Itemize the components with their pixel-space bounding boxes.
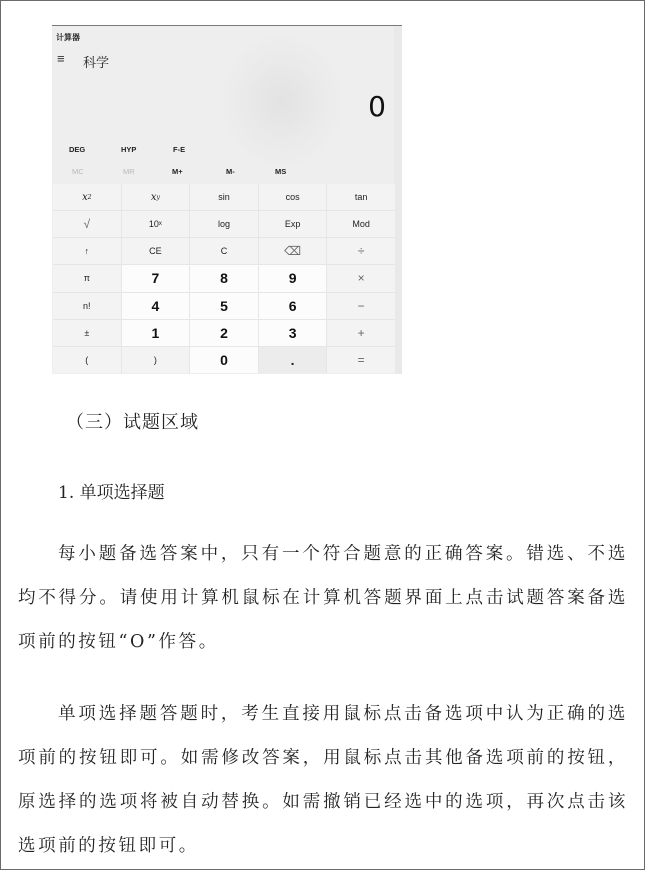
mr-button[interactable]: MR	[123, 167, 135, 176]
multiply-button[interactable]: ×	[327, 265, 395, 291]
log-button[interactable]: log	[190, 211, 258, 237]
digit-4-button[interactable]: 4	[122, 293, 190, 319]
m-plus-button[interactable]: M+	[172, 167, 183, 176]
clear-button[interactable]: C	[190, 238, 258, 264]
ten-power-x-button[interactable]: 10 x	[122, 211, 190, 237]
calculator-screenshot	[52, 25, 402, 374]
digit-1-button[interactable]: 1	[122, 320, 190, 346]
fe-button[interactable]: F-E	[173, 145, 186, 154]
m-minus-button[interactable]: M-	[226, 167, 235, 176]
exp-button[interactable]: Exp	[259, 211, 327, 237]
section-title: （三）试题区域	[66, 412, 199, 433]
pi-button[interactable]: π	[53, 265, 121, 291]
shift-up-arrow-button[interactable]: ↑	[53, 238, 121, 264]
minus-button[interactable]: −	[327, 293, 395, 319]
digit-2-button[interactable]: 2	[190, 320, 258, 346]
open-paren-button[interactable]: (	[53, 347, 121, 373]
digit-5-button[interactable]: 5	[190, 293, 258, 319]
digit-6-button[interactable]: 6	[259, 293, 327, 319]
digit-9-button[interactable]: 9	[259, 265, 327, 291]
deg-button[interactable]: DEG	[69, 145, 86, 154]
cos-button[interactable]: cos	[259, 184, 327, 210]
negate-button[interactable]: ±	[53, 320, 121, 346]
digit-7-button[interactable]: 7	[122, 265, 190, 291]
factorial-button[interactable]: n!	[53, 293, 121, 319]
x-power-y-button[interactable]: x y	[122, 184, 190, 210]
digit-3-button[interactable]: 3	[259, 320, 327, 346]
calculator-display: 0	[368, 90, 386, 123]
close-paren-button[interactable]: )	[122, 347, 190, 373]
square-root-button[interactable]: √	[53, 211, 121, 237]
backspace-icon[interactable]: ⌫	[259, 238, 327, 264]
window-edge	[394, 26, 402, 374]
paragraph-instructions: 每小题备选答案中，只有一个符合题意的正确答案。错选、不选均不得分。请使用计算机鼠标在计算机答题界面上点击试题答案备选项前的按钮“O”作答。	[18, 544, 628, 652]
paragraph-answering-method: 单项选择题答题时，考生直接用鼠标点击备选项中认为正确的选项前的按钮即可。如需修改答案，用鼠标点击其他备选项前的按钮，原选择的选项将被自动替换。如需撤销已经选中的选项，再次点击该选项前的按钮即可。	[18, 704, 628, 856]
hamburger-menu-icon[interactable]: ≡	[57, 51, 65, 66]
mode-title: 科学	[83, 55, 110, 70]
plus-button[interactable]: +	[327, 320, 395, 346]
keypad	[53, 184, 395, 373]
app-title: 计算器	[56, 33, 80, 42]
background-glow	[222, 36, 342, 166]
ce-button[interactable]: CE	[122, 238, 190, 264]
mod-button[interactable]: Mod	[327, 211, 395, 237]
divide-button[interactable]: ÷	[327, 238, 395, 264]
ms-button[interactable]: MS	[275, 167, 287, 176]
mc-button[interactable]: MC	[72, 167, 84, 176]
x-squared-button[interactable]: x 2	[53, 184, 121, 210]
decimal-point-button[interactable]: .	[259, 347, 327, 373]
digit-0-button[interactable]: 0	[190, 347, 258, 373]
equals-button[interactable]: =	[327, 347, 395, 373]
tan-button[interactable]: tan	[327, 184, 395, 210]
digit-8-button[interactable]: 8	[190, 265, 258, 291]
subsection-title: 1. 单项选择题	[58, 483, 165, 503]
sin-button[interactable]: sin	[190, 184, 258, 210]
hyp-button[interactable]: HYP	[121, 145, 137, 154]
